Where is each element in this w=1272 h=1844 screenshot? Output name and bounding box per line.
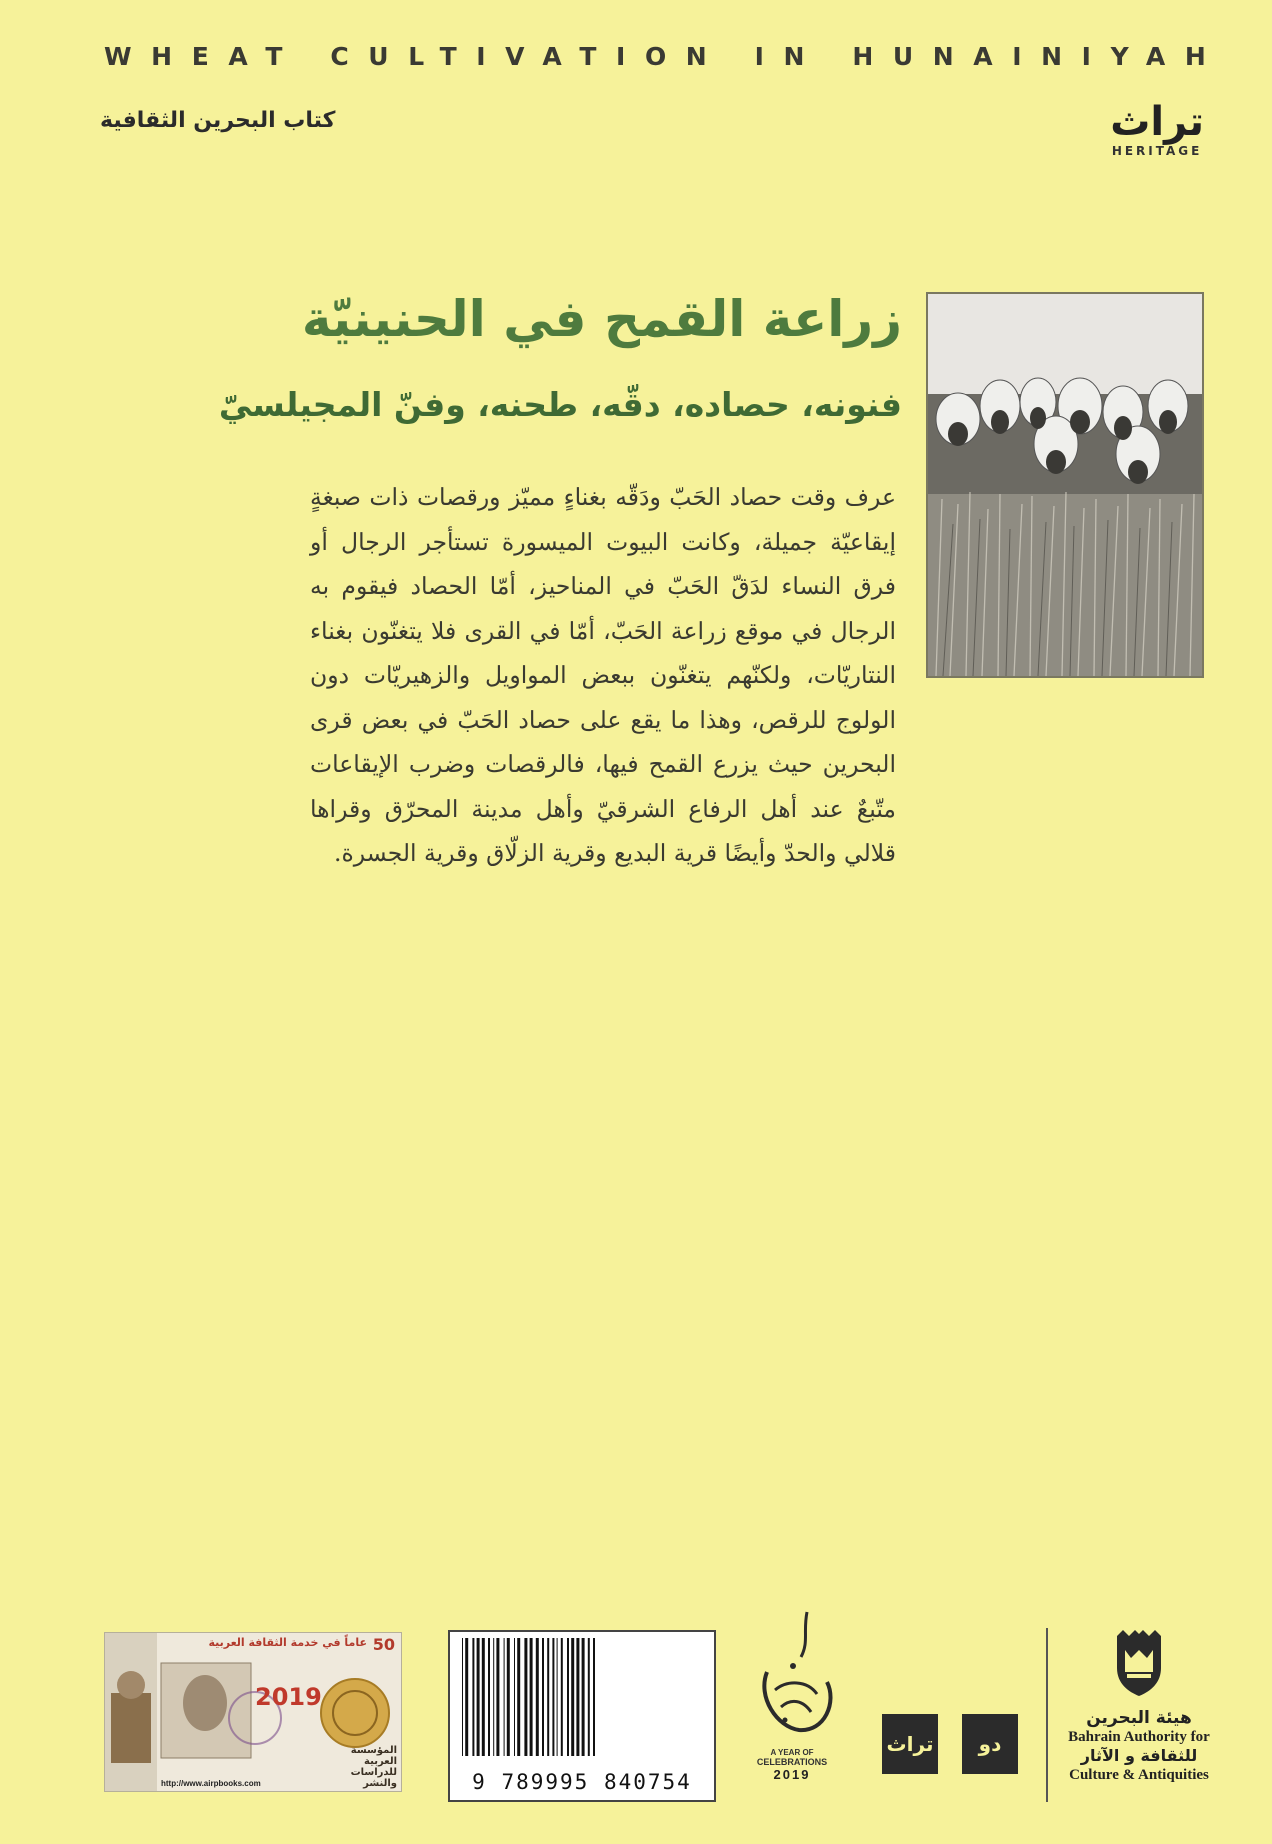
celebrations-line1: A YEAR OF [770, 1748, 814, 1757]
barcode-bar [567, 1638, 569, 1756]
barcode-bar [561, 1638, 563, 1756]
barcode-bar [542, 1638, 544, 1756]
celebrations-line2: CELEBRATIONS [756, 1757, 828, 1767]
celebrations-emblem [724, 1602, 860, 1790]
stamp-number: 50 [372, 1635, 395, 1654]
authority-name-ar-2: للثقافة و الآثار [1080, 1746, 1198, 1765]
imprint-logo-text: دو [978, 1732, 1002, 1756]
barcode-bar [477, 1638, 480, 1756]
authority-name-en-1: Bahrain Authority for [1068, 1729, 1210, 1745]
barcode-bar [465, 1638, 468, 1756]
book-title: زراعة القمح في الحنينيّة [301, 290, 902, 348]
stamp-year: 2019 [255, 1683, 322, 1711]
barcode-bar [462, 1638, 463, 1756]
barcode-bar [536, 1638, 539, 1756]
calligraphy-emblem-icon [737, 1602, 847, 1742]
barcode-bar [517, 1638, 520, 1756]
barcode-bar [582, 1638, 585, 1756]
isbn-barcode [448, 1630, 716, 1802]
barcode-bar [488, 1638, 490, 1756]
authority-name-ar: هيئة البحرين [1086, 1708, 1192, 1728]
heritage-label-ar: تراث [1110, 99, 1204, 145]
imprint-logo [962, 1714, 1018, 1774]
barcode-bar [588, 1638, 590, 1756]
celebrations-year: 2019 [773, 1767, 811, 1782]
barcode-bar [493, 1638, 494, 1756]
barcode-bar [547, 1638, 549, 1756]
authority-name-en-2: Culture & Antiquities [1069, 1767, 1209, 1783]
english-title: WHEAT CULTIVATION IN HUNAINIYAH [104, 42, 1226, 71]
bahrain-emblem-icon [1109, 1628, 1169, 1698]
barcode-bar [571, 1638, 574, 1756]
turath-logo [882, 1714, 938, 1774]
stamp-publisher: المؤسسة العربية للدراسات والنشر [350, 1745, 397, 1789]
barcode-bar [514, 1638, 515, 1756]
heritage-logo [1110, 100, 1204, 158]
turath-logo-text: تراث [886, 1732, 934, 1756]
stamp-website: http://www.airpbooks.com [161, 1779, 261, 1788]
barcode-bar [552, 1638, 554, 1756]
bahrain-authority-logo [1054, 1628, 1224, 1784]
publisher-anniversary-stamp [104, 1632, 402, 1792]
logo-divider [1046, 1628, 1048, 1802]
stamp-line1: عاماً في خدمة الثقافة العربية [208, 1636, 367, 1649]
barcode-bar [576, 1638, 579, 1756]
heritage-label-en: HERITAGE [1111, 144, 1203, 158]
barcode-bar [472, 1638, 474, 1756]
barcode-bar [593, 1638, 595, 1756]
wheat-field-photo [926, 292, 1204, 678]
barcode-bar [482, 1638, 485, 1756]
barcode-bar [530, 1638, 533, 1756]
barcode-bar [507, 1638, 510, 1756]
barcode-bar [524, 1638, 527, 1756]
book-subtitle: فنونه، حصاده، دقّه، طحنه، وفنّ المجيلسيّ [218, 385, 902, 424]
series-name: كتاب البحرين الثقافية [100, 108, 336, 133]
barcode-bar [557, 1638, 558, 1756]
barcode-bar [496, 1638, 499, 1756]
barcode-bar [504, 1638, 505, 1756]
isbn-number: 9 789995 840754 [472, 1770, 692, 1794]
book-blurb: عرف وقت حصاد الحَبّ ودَقّه بغناءٍ مميّز ورقصات ذات صبغةٍ إيقاعيّة جميلة، وكانت البيوت الميسورة تستأجر الرجال أو فرق النساء لدَقّ الحَبّ في المناحيز، أمّا الحصاد فيقوم به الرجال في موقع زراعة الحَبّ، أمّا في القرى فلا يتغنّون بغناء النتاريّات، ولكنّهم يتغنّون ببعض المواويل والزهيريّات دون الولوج للرقص، وهذا ما يقع على حصاد الحَبّ في بعض قرى البحرين حيث يزرع القمح فيها، فالرقصات وضرب الإيقاعات متّبعٌ عند أهل الرفاع الشرقيّ وأهل مدينة المحرّق وقراها قلالي والحدّ وأيضًا قرية البديع وقرية الزلّاق وقرية الجسرة. [310, 483, 896, 867]
